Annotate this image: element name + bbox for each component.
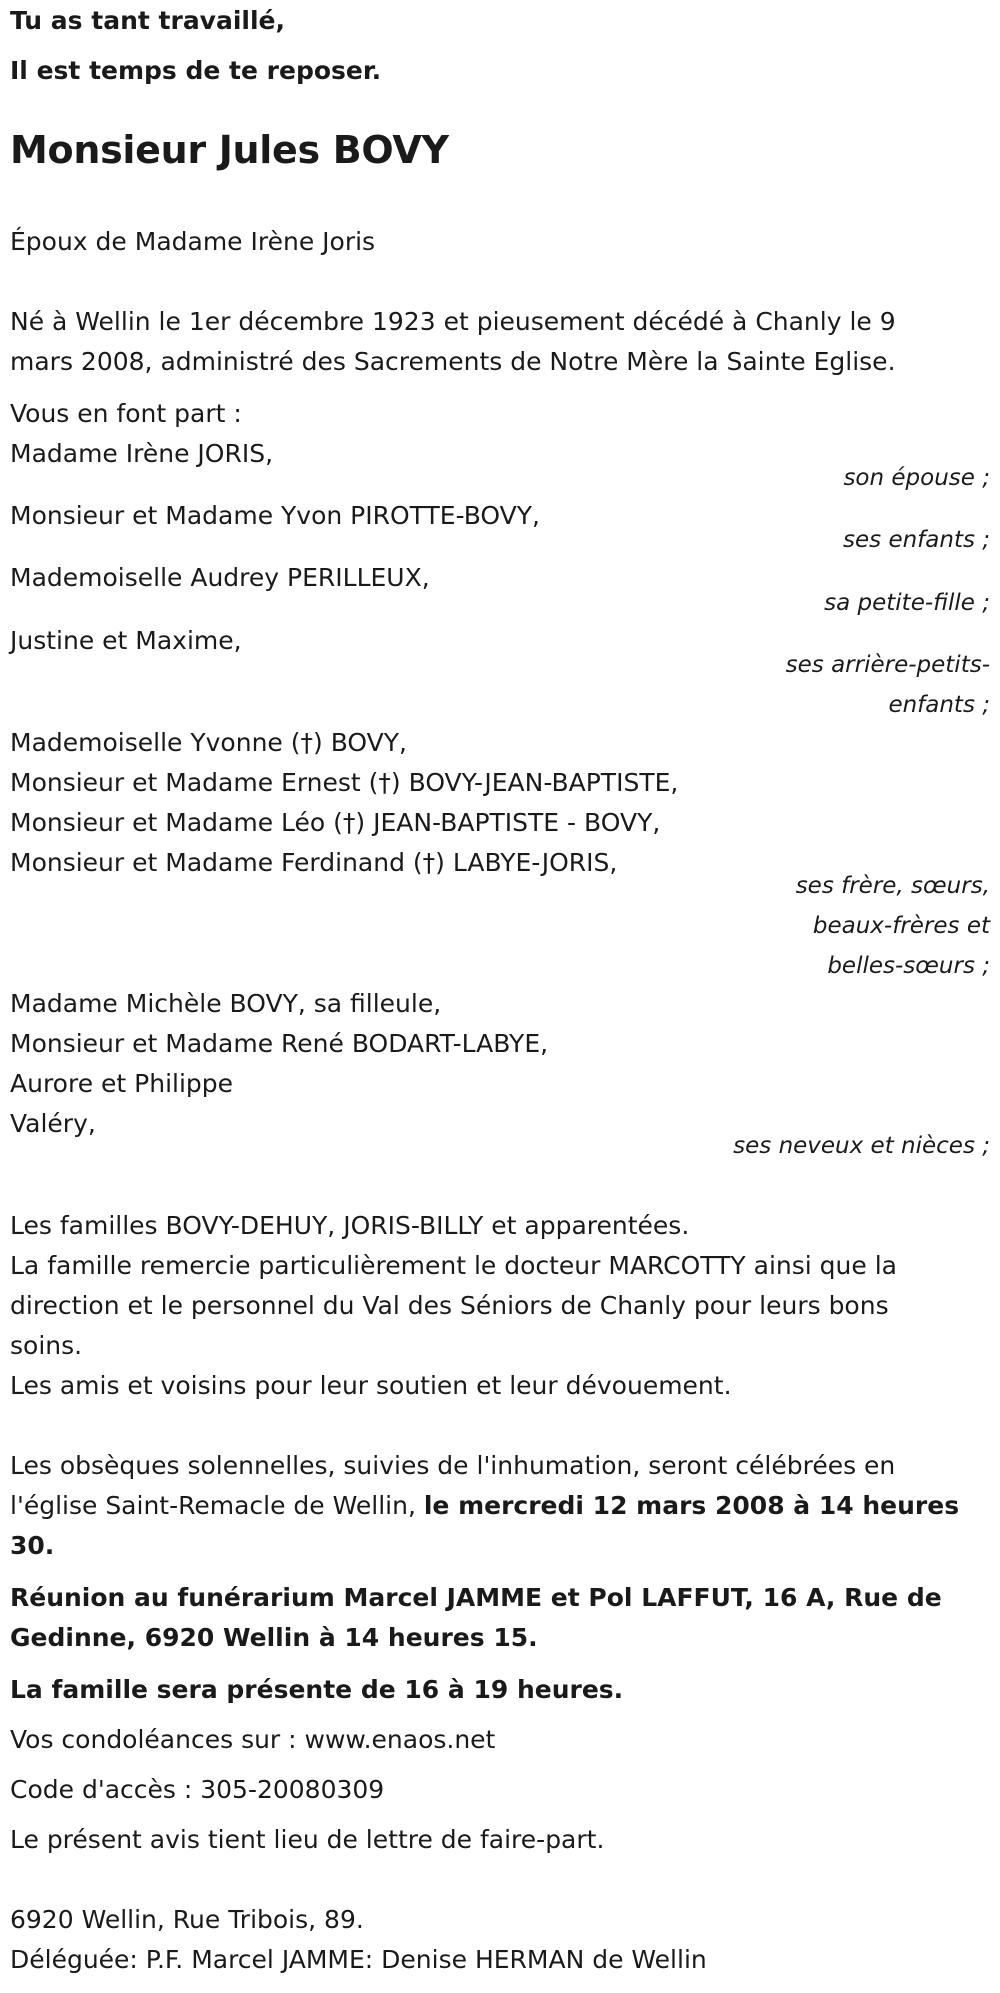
thanks-line-2: direction et le personnel du Val des Séniors de Chanly pour leurs bons (10, 1291, 889, 1320)
funeral-line-1: Les obsèques solennelles, suivies de l'inhumation, seront célébrées en (10, 1451, 896, 1480)
announce-intro: Vous en font part : (10, 399, 242, 428)
verse-line-1: Tu as tant travaillé, (10, 6, 286, 35)
meeting-line-1: Réunion au funérarium Marcel JAMME et Pol LAFFUT, 16 A, Rue de (10, 1583, 942, 1612)
thanks-line-3: soins. (10, 1331, 83, 1360)
family-name: Monsieur et Madame René BODART-LABYE, (10, 1029, 549, 1058)
family-name: Mademoiselle Yvonne (†) BOVY, (10, 728, 407, 757)
family-name: Justine et Maxime, (10, 626, 242, 655)
thanks-line-1: La famille remercie particulièrement le docteur MARCOTTY ainsi que la (10, 1251, 897, 1280)
family-name: Monsieur et Madame Léo (†) JEAN-BAPTISTE - BOVY, (10, 808, 661, 837)
spouse-line: Époux de Madame Irène Joris (10, 227, 376, 256)
meeting-line-2: Gedinne, 6920 Wellin à 14 heures 15. (10, 1623, 538, 1652)
family-relation: ses neveux et nièces ; (733, 1133, 990, 1159)
family-name: Aurore et Philippe (10, 1069, 234, 1098)
friends-line: Les amis et voisins pour leur soutien et leur dévouement. (10, 1371, 732, 1400)
family-presence: La famille sera présente de 16 à 19 heures. (10, 1675, 624, 1704)
funeral-date: le mercredi 12 mars 2008 à 14 heures (423, 1491, 960, 1520)
birth-death-line-1: Né à Wellin le 1er décembre 1923 et pieusement décédé à Chanly le 9 (10, 307, 896, 336)
family-name: Mademoiselle Audrey PERILLEUX, (10, 563, 430, 592)
condolences-line: Vos condoléances sur : www.enaos.net (10, 1725, 496, 1754)
family-name: Valéry, (10, 1109, 96, 1138)
delegate-line: Déléguée: P.F. Marcel JAMME: Denise HERMAN de Wellin (10, 1945, 707, 1974)
funeral-line-2 (10, 1486, 959, 1526)
verse-line-2: Il est temps de te reposer. (10, 56, 382, 85)
families-line: Les familles BOVY-DEHUY, JORIS-BILLY et apparentées. (10, 1211, 690, 1240)
notice-line: Le présent avis tient lieu de lettre de faire-part. (10, 1825, 605, 1854)
access-code-line: Code d'accès : 305-20080309 (10, 1775, 385, 1804)
family-relation: sa petite-fille ; (824, 590, 990, 616)
funeral-place: l'église Saint-Remacle de Wellin, (10, 1491, 424, 1520)
address-line: 6920 Wellin, Rue Tribois, 89. (10, 1905, 364, 1934)
family-name: Madame Irène JORIS, (10, 439, 274, 468)
family-name: Monsieur et Madame Ferdinand (†) LABYE-JORIS, (10, 848, 618, 877)
family-name: Monsieur et Madame Ernest (†) BOVY-JEAN-BAPTISTE, (10, 768, 679, 797)
family-name: Monsieur et Madame Yvon PIROTTE-BOVY, (10, 501, 540, 530)
funeral-line-3: 30. (10, 1531, 55, 1560)
family-relation: ses arrière-petits-enfants ; (785, 652, 990, 718)
birth-death-line-2: mars 2008, administré des Sacrements de Notre Mère la Sainte Eglise. (10, 347, 896, 376)
family-relation: ses frère, sœurs, beaux-frères et belles-sœurs ; (795, 873, 990, 979)
family-name: Madame Michèle BOVY, sa filleule, (10, 989, 442, 1018)
family-relation: son épouse ; (843, 465, 990, 491)
family-relation: ses enfants ; (843, 527, 990, 553)
deceased-name: Monsieur Jules BOVY (10, 128, 449, 172)
